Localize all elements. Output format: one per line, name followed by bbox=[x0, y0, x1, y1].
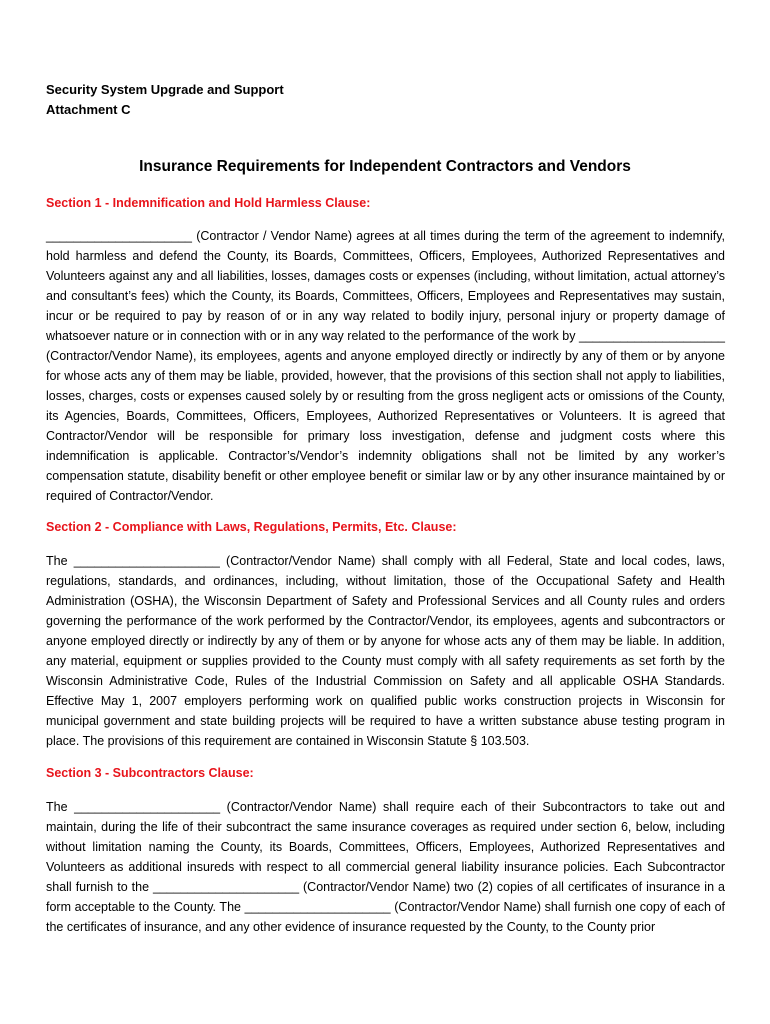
section-1-body: _____________________ (Contractor / Vendor Name) agrees at all times during the term of the agreement to indemnify, hold harmless and defend the County, its Boards, Committees, Officers, Employees, Authorized Representatives and Volunteers against any and all liabilities, losses, damages costs or expenses (including, without limitation, actual attorney’s and consultant’s fees) which the County, its Boards, Committees, Officers, Employees and Representatives may sustain, incur or be required to pay by reason of or in any way related to bodily injury, personal injury or property damage of whatsoever nature or in connection with or in any way related to the performance of the work by _____________________ (Contractor/Vendor Name), its employees, agents and anyone employed directly or indirectly by any of them or by anyone for whose acts any of them may be liable, provided, however, that the provisions of this section shall not apply to liabilities, losses, charges, costs or expenses caused solely by or resulting from the gross negligent acts or omissions of the County, its Agencies, Boards, Committees, Officers, Employees, Authorized Representatives or Volunteers. It is agreed that Contractor/Vendor will be responsible for primary loss investigation, defense and judgment costs where this indemnification is applicable. Contractor’s/Vendor’s indemnity obligations shall not be limited by any worker’s compensation statute, disability benefit or other employee benefit or similar law or by any other insurance maintained by or required of Contractor/Vendor. bbox=[46, 229, 725, 503]
document-title: Insurance Requirements for Independent Contractors and Vendors bbox=[139, 158, 631, 175]
project-title: Security System Upgrade and Support bbox=[46, 82, 284, 97]
attachment-label: Attachment C bbox=[46, 102, 131, 117]
document-header bbox=[46, 80, 284, 120]
section-3-heading: Section 3 - Subcontractors Clause: bbox=[46, 766, 254, 780]
section-1-heading: Section 1 - Indemnification and Hold Harmless Clause: bbox=[46, 196, 371, 210]
section-2-heading: Section 2 - Compliance with Laws, Regulations, Permits, Etc. Clause: bbox=[46, 520, 457, 534]
section-3-body: The _____________________ (Contractor/Vendor Name) shall require each of their Subcontractors to take out and maintain, during the life of their subcontract the same insurance coverages as required under section 6, below, including without limitation naming the County, its Boards, Committees, Officers, Employees, Authorized Representatives and Volunteers as additional insureds with respect to all commercial general liability insurance policies. Each Subcontractor shall furnish to the _____________________ (Contractor/Vendor Name) two (2) copies of all certificates of insurance in a form acceptable to the County. The _____________________ (Contractor/Vendor Name) shall furnish one copy of each of the certificates of insurance, and any other evidence of insurance requested by the County, to the County prior bbox=[46, 800, 725, 934]
section-2-body: The _____________________ (Contractor/Vendor Name) shall comply with all Federal, State and local codes, laws, regulations, standards, and ordinances, including, without limitation, those of the Occupational Safety and Health Administration (OSHA), the Wisconsin Department of Safety and Professional Services and all County rules and orders governing the performance of the work performed by the Contractor/Vendor, its employees, agents and subcontractors or anyone employed directly or indirectly by any of them or by anyone for whose acts any of them may be liable. In addition, any material, equipment or supplies provided to the County must comply with all safety requirements as set forth by the Wisconsin Administrative Code, Rules of the Industrial Commission on Safety and all applicable OSHA Standards. Effective May 1, 2007 employers performing work on qualified public works construction projects in Wisconsin for municipal government and state building projects will be required to have a written substance abuse testing program in place. The provisions of this requirement are contained in Wisconsin Statute § 103.503. bbox=[46, 554, 725, 748]
